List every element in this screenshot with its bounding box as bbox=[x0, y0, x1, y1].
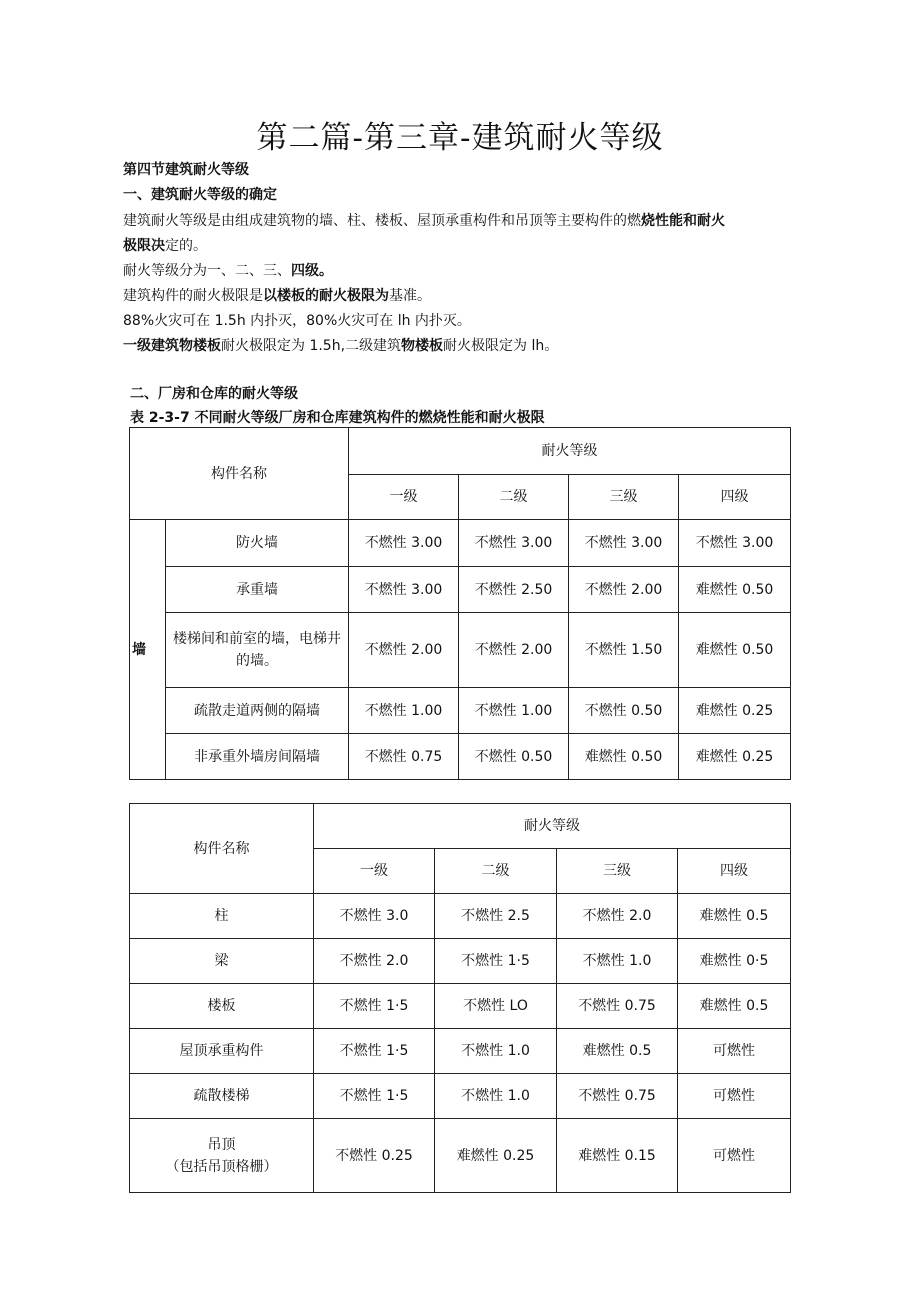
paragraph-5-text-b: 物楼板 bbox=[179, 338, 221, 354]
table-cell: 不燃性 3.00 bbox=[349, 520, 459, 567]
row-name: 屋顶承重构件 bbox=[130, 1029, 314, 1074]
grade-header: 三级 bbox=[569, 475, 679, 520]
table-cell: 不燃性 1.0 bbox=[435, 1074, 557, 1119]
table-cell: 难燃性 0.25 bbox=[679, 734, 791, 780]
table-cell: 不燃性 2.0 bbox=[557, 894, 678, 939]
table-cell: 难燃性 0.25 bbox=[435, 1119, 557, 1193]
table-row bbox=[130, 939, 791, 984]
table-cell: 不燃性 0.75 bbox=[557, 984, 678, 1029]
table-cell: 难燃性 0.15 bbox=[557, 1119, 678, 1193]
column-header-component: 构件名称 bbox=[130, 428, 349, 520]
table-cell: 不燃性 0.75 bbox=[349, 734, 459, 780]
table-cell: 难燃性 0.25 bbox=[679, 688, 791, 734]
table-cell: 不燃性 1·5 bbox=[314, 1029, 435, 1074]
table-row bbox=[130, 520, 791, 567]
table-cell: 不燃性 2.00 bbox=[349, 613, 459, 688]
row-name bbox=[130, 1119, 314, 1193]
table-cell: 可燃性 bbox=[678, 1074, 791, 1119]
grade-header: 四级 bbox=[679, 475, 791, 520]
table-cell: 不燃性 2.00 bbox=[569, 567, 679, 613]
table-cell: 不燃性 3.0 bbox=[314, 894, 435, 939]
table-cell: 不燃性 0.50 bbox=[569, 688, 679, 734]
table-cell: 不燃性 2.00 bbox=[459, 613, 569, 688]
paragraph-2-text-a: 耐火等级分为一、二、三、 bbox=[123, 263, 291, 279]
table-cell: 不燃性 1.00 bbox=[459, 688, 569, 734]
row-name: 非承重外墙房间隔墙 bbox=[166, 734, 349, 780]
table-cell: 可燃性 bbox=[678, 1119, 791, 1193]
table-cell: 难燃性 0.50 bbox=[569, 734, 679, 780]
row-name: 疏散楼梯 bbox=[130, 1074, 314, 1119]
table-cell: 难燃性 0.50 bbox=[679, 567, 791, 613]
table-cell: 可燃性 bbox=[678, 1029, 791, 1074]
grade-header: 一级 bbox=[349, 475, 459, 520]
table-row bbox=[130, 984, 791, 1029]
row-name-line-2: （包括吊顶格栅） bbox=[165, 1158, 278, 1175]
paragraph-5-text-a: 一级建筑 bbox=[123, 338, 179, 354]
table-cell: 不燃性 LO bbox=[435, 984, 557, 1029]
table-cell: 不燃性 3.00 bbox=[349, 567, 459, 613]
table-cell: 不燃性 0.25 bbox=[314, 1119, 435, 1193]
grade-header: 二级 bbox=[435, 849, 557, 894]
grade-header: 四级 bbox=[678, 849, 791, 894]
subsection-heading-2: 二、厂房和仓库的耐火等级 bbox=[130, 386, 298, 402]
paragraph-1-text-a: 建筑耐火等级是由组成建筑物的墙、柱、楼板、屋顶承重构件和吊顶等主要构件的燃 bbox=[123, 213, 641, 229]
grade-header: 一级 bbox=[314, 849, 435, 894]
column-header-fire-rating: 耐火等级 bbox=[349, 428, 791, 475]
paragraph-1-text-c: 极限决 bbox=[123, 238, 165, 254]
paragraph-1-line-1 bbox=[123, 211, 725, 231]
table-row bbox=[130, 734, 791, 780]
row-name: 疏散走道两侧的隔墙 bbox=[166, 688, 349, 734]
table-row bbox=[130, 1074, 791, 1119]
table-cell: 不燃性 3.00 bbox=[679, 520, 791, 567]
paragraph-5-text-d: 物楼板 bbox=[401, 338, 444, 354]
table-cell: 不燃性 1.00 bbox=[349, 688, 459, 734]
paragraph-3-text-c: 基准。 bbox=[389, 288, 431, 304]
table-cell: 不燃性 2.5 bbox=[435, 894, 557, 939]
grade-header: 二级 bbox=[459, 475, 569, 520]
table-cell: 不燃性 1.50 bbox=[569, 613, 679, 688]
fire-rating-table-structure bbox=[129, 803, 791, 1193]
paragraph-2 bbox=[123, 261, 333, 281]
table-cell: 难燃性 0.50 bbox=[679, 613, 791, 688]
row-name: 防火墙 bbox=[166, 520, 349, 567]
group-label-wall: 墙 bbox=[130, 520, 166, 780]
table-cell: 难燃性 0.5 bbox=[678, 894, 791, 939]
section-heading: 第四节建筑耐火等级 bbox=[123, 162, 249, 178]
paragraph-3-text-b: 以楼板的耐火极限为 bbox=[263, 288, 389, 304]
table-cell: 不燃性 1·5 bbox=[435, 939, 557, 984]
paragraph-1-text-d: 定的。 bbox=[165, 238, 207, 254]
table-cell: 不燃性 3.00 bbox=[569, 520, 679, 567]
table-row bbox=[130, 894, 791, 939]
table-cell: 不燃性 0.50 bbox=[459, 734, 569, 780]
row-name: 柱 bbox=[130, 894, 314, 939]
table-row bbox=[130, 613, 791, 688]
table-row bbox=[130, 1029, 791, 1074]
document-title: 第二篇-第三章-建筑耐火等级 bbox=[256, 120, 664, 156]
paragraph-3 bbox=[123, 286, 431, 306]
row-name-line-1: 吊顶 bbox=[207, 1136, 236, 1153]
row-name: 梁 bbox=[130, 939, 314, 984]
table-row bbox=[130, 567, 791, 613]
paragraph-3-text-a: 建筑构件的耐火极限是 bbox=[123, 288, 263, 304]
table-cell: 不燃性 0.75 bbox=[557, 1074, 678, 1119]
table-row bbox=[130, 1119, 791, 1193]
paragraph-2-text-b: 四级。 bbox=[291, 263, 333, 279]
fire-rating-table-walls bbox=[129, 427, 791, 780]
row-name: 楼板 bbox=[130, 984, 314, 1029]
row-name: 楼梯间和前室的墙，电梯井的墙。 bbox=[166, 613, 349, 688]
subsection-heading-1: 一、建筑耐火等级的确定 bbox=[123, 187, 277, 203]
table-cell: 不燃性 1·5 bbox=[314, 984, 435, 1029]
paragraph-5 bbox=[123, 336, 558, 356]
grade-header: 三级 bbox=[557, 849, 678, 894]
column-header-component: 构件名称 bbox=[130, 804, 314, 894]
table-caption: 表 2-3-7 不同耐火等级厂房和仓库建筑构件的燃烧性能和耐火极限 bbox=[130, 410, 545, 426]
table-cell: 难燃性 0.5 bbox=[557, 1029, 678, 1074]
table-cell: 不燃性 1.0 bbox=[557, 939, 678, 984]
table-cell: 难燃性 0.5 bbox=[678, 984, 791, 1029]
paragraph-4: 88%火灾可在 1.5h 内扑灭，80%火灾可在 lh 内扑灭。 bbox=[123, 313, 471, 329]
table-cell: 不燃性 1.0 bbox=[435, 1029, 557, 1074]
table-cell: 不燃性 2.50 bbox=[459, 567, 569, 613]
table-row bbox=[130, 688, 791, 734]
table-cell: 不燃性 2.0 bbox=[314, 939, 435, 984]
row-name: 承重墙 bbox=[166, 567, 349, 613]
paragraph-1-text-b: 烧性能和耐火 bbox=[641, 213, 725, 229]
column-header-fire-rating: 耐火等级 bbox=[314, 804, 791, 849]
paragraph-1-line-2 bbox=[123, 236, 207, 256]
table-cell: 不燃性 1·5 bbox=[314, 1074, 435, 1119]
paragraph-5-text-c: 耐火极限定为 1.5h,二级建筑 bbox=[221, 338, 402, 354]
paragraph-5-text-e: 耐火极限定为 lh。 bbox=[443, 338, 559, 354]
table-cell: 不燃性 3.00 bbox=[459, 520, 569, 567]
table-cell: 难燃性 0·5 bbox=[678, 939, 791, 984]
